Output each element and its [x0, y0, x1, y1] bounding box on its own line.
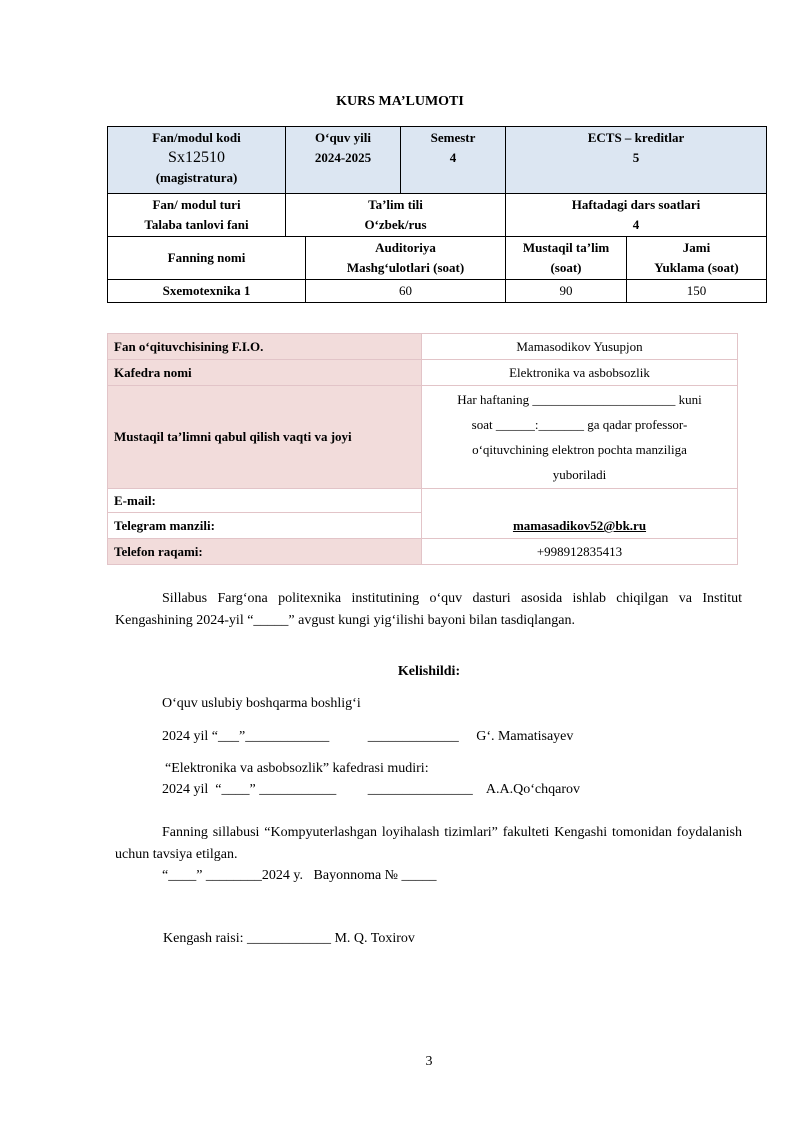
recommendation-paragraph: Fanning sillabusi “Kompyuterlashgan loyihalash tizimlari” fakulteti Kengashi tomonidan foydalanish uchun tavsiya etilgan. — [115, 825, 742, 862]
department-value: Elektronika va asbobsozlik — [422, 360, 738, 386]
reception-line-2: soat ______:_______ ga qadar professor- — [471, 417, 688, 432]
head1-signature-line: 2024 yil “___”____________ _____________ G‘. Mamatisayev — [162, 729, 574, 744]
weekly-hours-label: Haftadagi dars soatlari — [571, 197, 701, 212]
module-type-value: Talaba tanlovi fani — [144, 217, 249, 232]
module-type-cell — [108, 194, 286, 237]
subject-name-value: Sxemotexnika 1 — [108, 280, 306, 303]
independent-header-line2: (soat) — [550, 260, 582, 275]
total-header-line1: Jami — [682, 240, 711, 255]
reception-label: Mustaqil ta’limni qabul qilish vaqti va joyi — [108, 386, 422, 489]
semester-label: Semestr — [430, 130, 476, 145]
language-cell — [286, 194, 506, 237]
module-code-note: (magistratura) — [155, 170, 238, 185]
email-label: E-mail: — [108, 489, 422, 513]
language-value: O‘zbek/rus — [364, 217, 427, 232]
telegram-label: Telegram manzili: — [108, 513, 422, 539]
reception-line-1: Har haftaning ______________________ kuni — [457, 392, 702, 407]
independent-header-line1: Mustaqil ta’lim — [522, 240, 610, 255]
module-type-label: Fan/ modul turi — [152, 197, 241, 212]
head2-signature-line: 2024 yil “____” ___________ _______________ A.A.Qo‘chqarov — [162, 782, 581, 797]
weekly-hours-value: 4 — [632, 217, 640, 232]
academic-year-value: 2024-2025 — [314, 150, 372, 165]
auditory-header-line2: Mashg‘ulotlari (soat) — [346, 260, 465, 275]
council-chair-line: Kengash raisi: ____________ M. Q. Toxirov — [163, 931, 415, 946]
module-code-value: Sx12510 — [168, 149, 225, 166]
total-hours-header — [627, 237, 767, 280]
page-number: 3 — [425, 1054, 433, 1069]
module-code-label: Fan/modul kodi — [152, 130, 241, 145]
reception-line-4: yuboriladi — [552, 467, 607, 482]
teacher-info-table — [107, 333, 738, 565]
reception-line-3: o‘qituvchining elektron pochta manziliga — [472, 442, 687, 457]
reception-schedule — [422, 386, 738, 489]
semester-cell — [401, 127, 506, 194]
phone-value: +998912835413 — [422, 539, 738, 565]
teacher-name-label: Fan o‘qituvchisining F.I.O. — [108, 334, 422, 360]
ects-cell — [506, 127, 767, 194]
independent-hours-header — [506, 237, 627, 280]
email-link[interactable]: mamasadikov52@bk.ru — [512, 518, 647, 533]
auditory-hours-header — [306, 237, 506, 280]
email-cell — [422, 489, 738, 539]
module-code-cell — [108, 127, 286, 194]
auditory-hours-value: 60 — [306, 280, 506, 303]
academic-year-label: O‘quv yili — [315, 130, 371, 145]
ects-label: ECTS – kreditlar — [587, 130, 685, 145]
document-title: KURS MA’LUMOTI — [336, 94, 464, 109]
language-label: Ta’lim tili — [368, 197, 423, 212]
head1-title: O‘quv uslubiy boshqarma boshlig‘i — [162, 696, 361, 711]
independent-hours-value: 90 — [506, 280, 627, 303]
auditory-header-line1: Auditoriya — [375, 240, 436, 255]
agreed-heading: Kelishildi: — [397, 664, 461, 679]
teacher-name-value: Mamasodikov Yusupjon — [422, 334, 738, 360]
head2-title: “Elektronika va asbobsozlik” kafedrasi mudiri: — [165, 761, 429, 776]
academic-year-cell — [286, 127, 401, 194]
department-label: Kafedra nomi — [108, 360, 422, 386]
syllabus-paragraph: Sillabus Farg‘ona politexnika institutining o‘quv dasturi asosida ishlab chiqilgan va Institut Kengashining 2024-yil “_____” avgust kungi yig‘ilishi bayoni bilan tasdiqlangan. — [115, 591, 742, 628]
weekly-hours-cell — [506, 194, 767, 237]
total-header-line2: Yuklama (soat) — [654, 260, 739, 275]
subject-name-header: Fanning nomi — [108, 237, 306, 280]
course-info-table — [107, 126, 767, 303]
protocol-line: “____” ________2024 y. Bayonnoma № _____ — [162, 868, 437, 883]
semester-value: 4 — [449, 150, 457, 165]
phone-label: Telefon raqami: — [108, 539, 422, 565]
total-hours-value: 150 — [627, 280, 767, 303]
ects-value: 5 — [632, 150, 640, 165]
